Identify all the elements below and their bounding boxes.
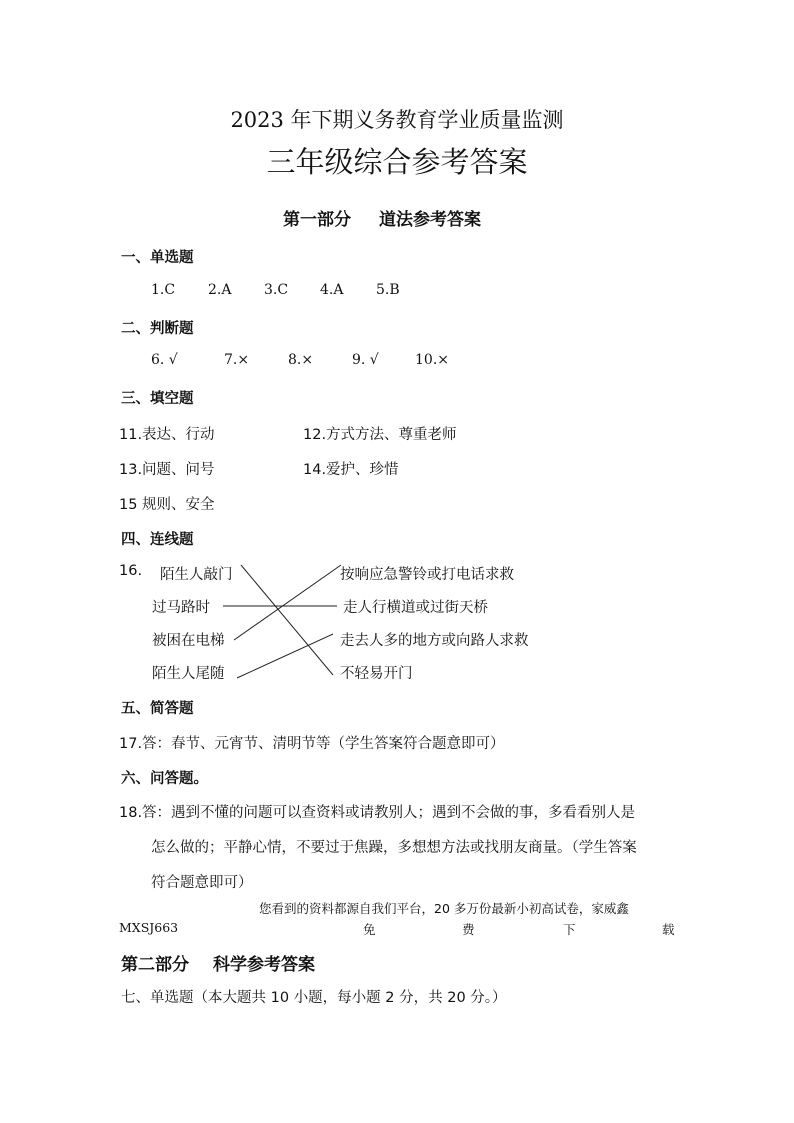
match-question-number: 16. — [119, 563, 143, 579]
section2-answer-9: 9. √ — [352, 352, 379, 368]
notice-char: 载 — [662, 922, 675, 937]
section1-answer-4: 4.A — [320, 282, 344, 298]
section1-answer-1: 1.C — [151, 282, 176, 298]
fill-answer-12: 12.方式方法、尊重老师 — [303, 427, 457, 443]
section2-answer-6: 6. √ — [151, 352, 178, 368]
answer-18-line2: 怎么做的；平静心情，不要过于焦躁，多想想方法或找朋友商量。（学生答案 — [151, 840, 637, 856]
answer-18-line3: 符合题意即可） — [151, 875, 253, 891]
section2-answer-7: 7.× — [224, 352, 250, 368]
notice-code: MXSJ663 — [119, 920, 179, 935]
section1-answer-2: 2.A — [208, 282, 232, 298]
match-right-item: 按响应急警铃或打电话求救 — [340, 567, 514, 583]
section5-heading: 五、简答题 — [121, 701, 194, 717]
fill-answer-14: 14.爱护、珍惜 — [303, 462, 399, 478]
part1-label: 第一部分 — [283, 210, 351, 230]
notice-char: 费 — [462, 922, 475, 937]
match-left-item: 过马路时 — [152, 600, 210, 616]
section2-answer-8: 8.× — [288, 352, 314, 368]
part1-subject: 道法参考答案 — [379, 210, 481, 230]
exam-title: 2023 年下期义务教育学业质量监测 — [230, 108, 564, 132]
platform-notice: 您看到的资料都源自我们平台，20 多万份最新小初高试卷，家威鑫 — [259, 901, 629, 916]
match-right-item: 走去人多的地方或向路人求救 — [340, 633, 529, 649]
fill-answer-13: 13.问题、问号 — [119, 462, 215, 478]
short-answer-17: 17.答：春节、元宵节、清明节等（学生答案符合题意即可） — [119, 736, 505, 752]
match-right-item: 走人行横道或过街天桥 — [343, 600, 488, 616]
answer-key-title: 三年级综合参考答案 — [266, 145, 528, 179]
match-left-item: 陌生人敲门 — [160, 567, 233, 583]
section2-answer-10: 10.× — [415, 352, 449, 368]
section7-heading: 七、单选题（本大题共 10 小题，每小题 2 分，共 20 分。） — [121, 990, 507, 1006]
part2-label: 第二部分 — [121, 955, 189, 975]
fill-answer-15: 15 规则、安全 — [119, 497, 215, 513]
section1-heading: 一、单选题 — [121, 250, 194, 266]
fill-answer-11: 11.表达、行动 — [119, 427, 215, 443]
section1-answer-3: 3.C — [264, 282, 289, 298]
section1-answer-5: 5.B — [376, 282, 400, 298]
notice-char: 免 — [363, 922, 376, 937]
section2-heading: 二、判断题 — [121, 321, 194, 337]
answer-18-line1: 18.答：遇到不懂的问题可以查资料或请教别人；遇到不会做的事，多看看别人是 — [119, 805, 636, 821]
section3-heading: 三、填空题 — [121, 391, 194, 407]
notice-char: 下 — [563, 922, 576, 937]
section4-heading: 四、连线题 — [121, 532, 194, 548]
match-left-item: 被困在电梯 — [152, 633, 225, 649]
part2-heading — [121, 950, 315, 975]
match-left-item: 陌生人尾随 — [152, 666, 225, 682]
match-line-followed — [237, 634, 333, 678]
part2-subject: 科学参考答案 — [213, 955, 315, 975]
section6-heading: 六、问答题。 — [121, 771, 208, 787]
match-line-knock-door — [241, 565, 333, 675]
match-right-item: 不轻易开门 — [340, 666, 413, 682]
